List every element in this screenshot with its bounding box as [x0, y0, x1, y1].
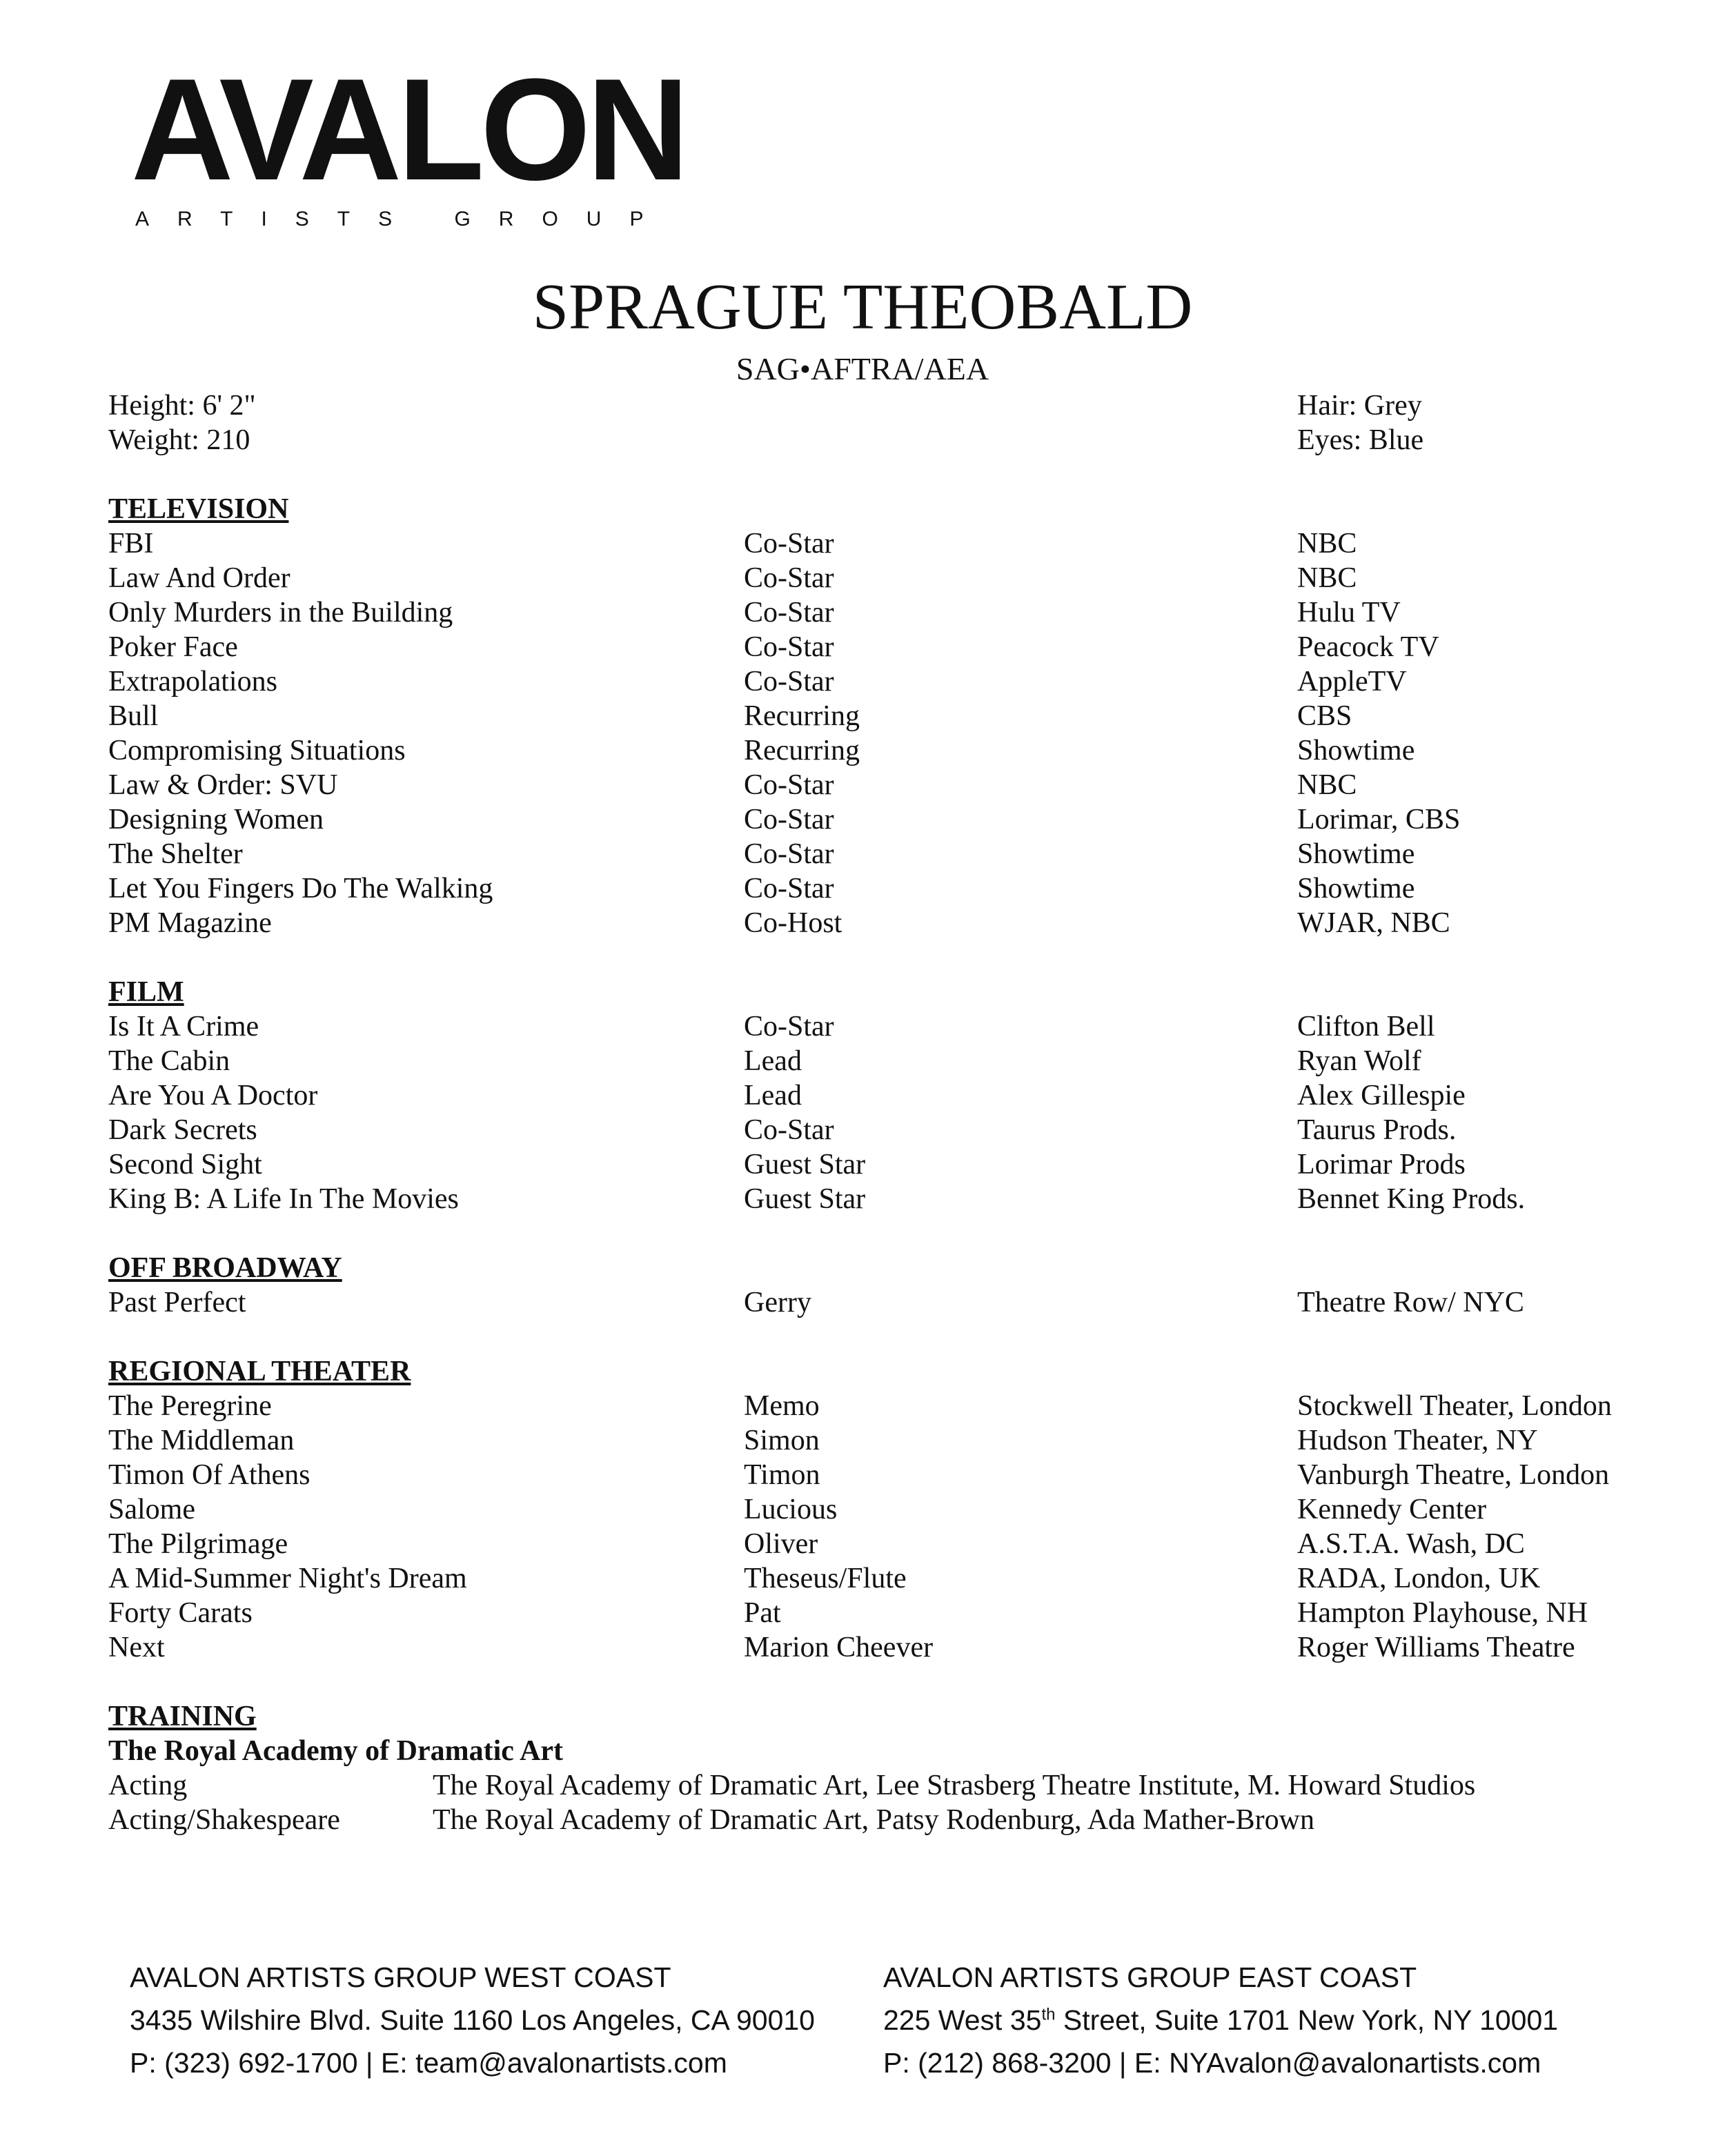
stat-hair: Hair: Grey [1297, 390, 1422, 422]
credit-network: NBC [1297, 769, 1357, 801]
actor-name: SPRAGUE THEOBALD [532, 271, 1193, 343]
credit-title: Only Murders in the Building [108, 597, 453, 629]
union-affiliations: SAG•AFTRA/AEA [736, 351, 989, 386]
credit-role: Co-Star [744, 528, 834, 560]
credit-network: Showtime [1297, 735, 1415, 767]
training-row [0, 1768, 1725, 1803]
west-coast-contact: P: (323) 692-1700 | E: team@avalonartists.com [130, 2047, 727, 2079]
credit-row [0, 1389, 1725, 1423]
credit-title: Law & Order: SVU [108, 769, 338, 801]
credit-network: Showtime [1297, 838, 1415, 870]
credit-title: Let You Fingers Do The Walking [108, 873, 493, 904]
credit-title: Is It A Crime [108, 1011, 259, 1042]
credit-role: Co-Star [744, 873, 834, 904]
credit-network: Ryan Wolf [1297, 1045, 1421, 1077]
credit-network: NBC [1297, 562, 1357, 594]
credit-network: Kennedy Center [1297, 1494, 1487, 1525]
credit-role: Co-Star [744, 597, 834, 629]
credit-title: Salome [108, 1494, 195, 1525]
stat-weight: Weight: 210 [108, 424, 250, 456]
credit-row [0, 1423, 1725, 1458]
credit-network: A.S.T.A. Wash, DC [1297, 1528, 1525, 1560]
credit-network: Theatre Row/ NYC [1297, 1287, 1524, 1318]
credit-row [0, 1458, 1725, 1492]
section-heading-film: FILM [108, 976, 184, 1008]
training-row [0, 1803, 1725, 1837]
credit-title: PM Magazine [108, 907, 272, 939]
credit-row [0, 768, 1725, 802]
west-coast-address: 3435 Wilshire Blvd. Suite 1160 Los Angeles, CA 90010 [130, 2004, 815, 2036]
credit-title: Second Sight [108, 1149, 262, 1180]
credit-role: Recurring [744, 700, 860, 732]
credit-network: Hudson Theater, NY [1297, 1425, 1538, 1456]
credit-role: Co-Star [744, 1114, 834, 1146]
credit-network: AppleTV [1297, 666, 1407, 698]
credit-row [0, 664, 1725, 699]
credit-role: Co-Star [744, 804, 834, 835]
credit-title: The Pilgrimage [108, 1528, 288, 1560]
credit-network: Roger Williams Theatre [1297, 1632, 1575, 1663]
logo-wordmark: AVALON [131, 48, 686, 210]
credit-network: Bennet King Prods. [1297, 1183, 1526, 1215]
credit-role: Oliver [744, 1528, 818, 1560]
credit-row [0, 1630, 1725, 1665]
credit-row [0, 871, 1725, 906]
agency-logo [131, 48, 686, 247]
logo-subtext: ARTISTS GROUP [135, 208, 672, 230]
credit-role: Co-Star [744, 838, 834, 870]
credit-title: King B: A Life In The Movies [108, 1183, 459, 1215]
training-subject: Acting/Shakespeare [108, 1804, 340, 1836]
credit-role: Marion Cheever [744, 1632, 934, 1663]
credit-network: Hampton Playhouse, NH [1297, 1597, 1588, 1629]
credit-role: Guest Star [744, 1183, 866, 1215]
credit-network: RADA, London, UK [1297, 1563, 1541, 1594]
credit-role: Co-Star [744, 1011, 834, 1042]
credit-row [0, 1527, 1725, 1561]
credit-role: Theseus/Flute [744, 1563, 907, 1594]
credit-role: Co-Star [744, 769, 834, 801]
credit-network: Peacock TV [1297, 631, 1439, 663]
credit-row [0, 1113, 1725, 1147]
training-detail: The Royal Academy of Dramatic Art, Lee Strasberg Theatre Institute, M. Howard Studios [433, 1770, 1476, 1801]
credit-title: Are You A Doctor [108, 1080, 318, 1111]
credit-role: Timon [744, 1459, 820, 1491]
credit-title: The Shelter [108, 838, 243, 870]
credit-network: Alex Gillespie [1297, 1080, 1466, 1111]
credit-row [0, 1078, 1725, 1113]
credit-network: Hulu TV [1297, 597, 1401, 629]
credit-role: Simon [744, 1425, 820, 1456]
section-heading-training: TRAINING [108, 1701, 257, 1732]
credit-title: Bull [108, 700, 159, 732]
footer-east-coast [883, 1956, 1558, 2084]
credit-row [0, 1596, 1725, 1630]
credit-row [0, 1561, 1725, 1596]
section-heading-regional-theater: REGIONAL THEATER [108, 1356, 411, 1387]
east-coast-contact: P: (212) 868-3200 | E: NYAvalon@avalonartists.com [883, 2047, 1541, 2079]
credit-network: WJAR, NBC [1297, 907, 1450, 939]
credit-title: Forty Carats [108, 1597, 253, 1629]
credit-network: CBS [1297, 700, 1352, 732]
credit-title: Designing Women [108, 804, 324, 835]
credit-title: Next [108, 1632, 165, 1663]
credit-role: Lead [744, 1080, 802, 1111]
credit-network: Lorimar, CBS [1297, 804, 1461, 835]
credit-role: Gerry [744, 1287, 811, 1318]
credit-title: The Peregrine [108, 1390, 272, 1422]
credit-role: Recurring [744, 735, 860, 767]
credit-row [0, 837, 1725, 871]
section-heading-television: TELEVISION [108, 493, 289, 525]
credit-role: Co-Star [744, 631, 834, 663]
east-coast-address: 225 West 35th Street, Suite 1701 New York, NY 10001 [883, 2004, 1559, 2036]
credit-row [0, 595, 1725, 630]
credit-row [0, 561, 1725, 595]
credit-network: NBC [1297, 528, 1357, 560]
credit-row [0, 699, 1725, 733]
credit-row [0, 1009, 1725, 1044]
stat-height: Height: 6' 2" [108, 390, 256, 422]
credit-role: Co-Host [744, 907, 842, 939]
credit-row [0, 1182, 1725, 1216]
credit-network: Stockwell Theater, London [1297, 1390, 1612, 1422]
training-subject: Acting [108, 1770, 188, 1801]
credit-title: Extrapolations [108, 666, 277, 698]
training-school: The Royal Academy of Dramatic Art [108, 1735, 564, 1767]
east-coast-title: AVALON ARTISTS GROUP EAST COAST [883, 1961, 1417, 1993]
credit-row [0, 802, 1725, 837]
credit-row [0, 526, 1725, 561]
credit-row [0, 733, 1725, 768]
credit-title: Dark Secrets [108, 1114, 257, 1146]
credit-title: Poker Face [108, 631, 238, 663]
credit-title: A Mid-Summer Night's Dream [108, 1563, 467, 1594]
credit-role: Guest Star [744, 1149, 866, 1180]
credit-role: Memo [744, 1390, 820, 1422]
credit-row [0, 630, 1725, 664]
credit-title: Past Perfect [108, 1287, 246, 1318]
training-detail: The Royal Academy of Dramatic Art, Patsy Rodenburg, Ada Mather-Brown [433, 1804, 1314, 1836]
credit-role: Co-Star [744, 562, 834, 594]
credit-title: Law And Order [108, 562, 290, 594]
credit-network: Vanburgh Theatre, London [1297, 1459, 1610, 1491]
credit-role: Lead [744, 1045, 802, 1077]
credit-row [0, 1285, 1725, 1320]
credit-network: Showtime [1297, 873, 1415, 904]
credit-row [0, 1044, 1725, 1078]
credit-role: Co-Star [744, 666, 834, 698]
section-heading-off-broadway: OFF BROADWAY [108, 1252, 342, 1284]
credit-title: Compromising Situations [108, 735, 406, 767]
credit-role: Pat [744, 1597, 781, 1629]
credit-row [0, 1492, 1725, 1527]
credit-row [0, 906, 1725, 940]
stat-eyes: Eyes: Blue [1297, 424, 1424, 456]
footer-west-coast [130, 1956, 815, 2084]
credit-title: Timon Of Athens [108, 1459, 310, 1491]
credit-title: The Middleman [108, 1425, 295, 1456]
credit-network: Lorimar Prods [1297, 1149, 1466, 1180]
credit-network: Clifton Bell [1297, 1011, 1435, 1042]
credit-network: Taurus Prods. [1297, 1114, 1457, 1146]
west-coast-title: AVALON ARTISTS GROUP WEST COAST [130, 1961, 671, 1993]
credit-title: FBI [108, 528, 154, 560]
credit-role: Lucious [744, 1494, 838, 1525]
credit-title: The Cabin [108, 1045, 230, 1077]
credit-row [0, 1147, 1725, 1182]
